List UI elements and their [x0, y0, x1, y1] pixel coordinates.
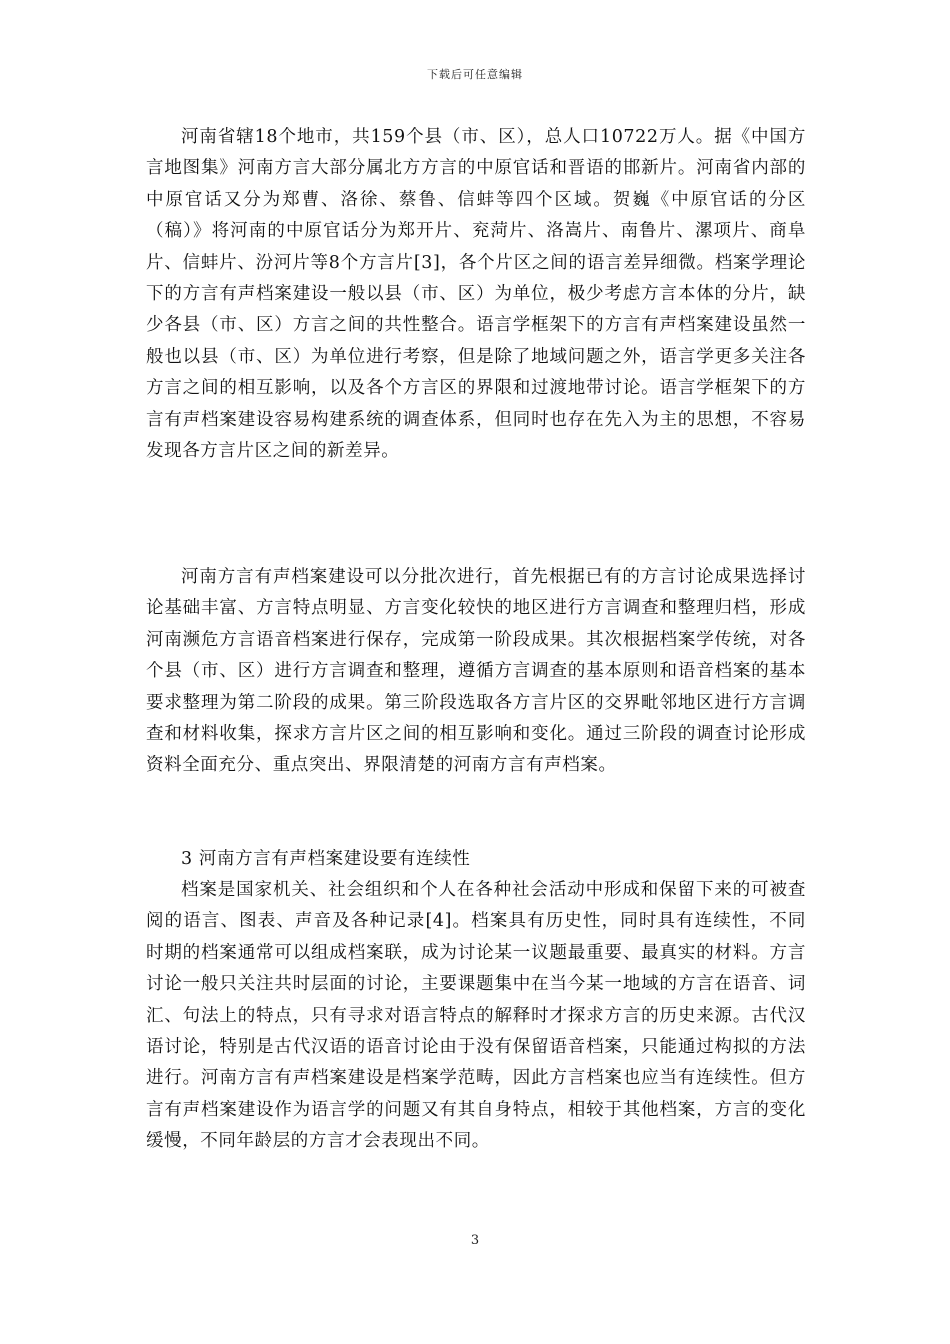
- section-heading: 3 河南方言有声档案建设要有连续性: [181, 849, 471, 869]
- paragraph-archive-continuity: 档案是国家机关、社会组织和个人在各种社会活动中形成和保留下来的可被查阅的语言、图表、声音及各种记录[4]。档案具有历史性，同时具有连续性，不同时期的档案通常可以组成档案联，成为讨论某一议题最重要、最真实的材料。方言讨论一般只关注共时层面的讨论，主要课题集中在当今某一地域的方言在语音、词汇、句法上的特点，只有寻求对语言特点的解释时才探求方言的历史来源。古代汉语讨论，特别是古代汉语的语音讨论由于没有保留语音档案，只能通过构拟的方法进行。河南方言有声档案建设是档案学范畴，因此方言档案也应当有连续性。但方言有声档案建设作为语言学的问题又有其自身特点，相较于其他档案，方言的变化缓慢，不同年龄层的方言才会表现出不同。: [146, 880, 806, 1152]
- page-header: 下载后可任意编辑: [427, 68, 523, 81]
- page-number: 3: [470, 1233, 480, 1248]
- paragraph-archive-phases: 河南方言有声档案建设可以分批次进行，首先根据已有的方言讨论成果选择讨论基础丰富、方言特点明显、方言变化较快的地区进行方言调查和整理归档，形成河南濒危方言语音档案进行保存，完成第一阶段成果。其次根据档案学传统，对各个县（市、区）进行方言调查和整理，遵循方言调查的基本原则和语音档案的基本要求整理为第二阶段的成果。第三阶段选取各方言片区的交界毗邻地区进行方言调查和材料收集，探求方言片区之间的相互影响和变化。通过三阶段的调查讨论形成资料全面充分、重点突出、界限清楚的河南方言有声档案。: [146, 567, 806, 776]
- paragraph-dialect-regions: 河南省辖18个地市，共159个县（市、区），总人口10722万人。据《中国方言地图集》河南方言大部分属北方方言的中原官话和晋语的邯新片。河南省内部的中原官话又分为郑曹、洛徐、蔡鲁、信蚌等四个区域。贺巍《中原官话的分区（稿）》将河南的中原官话分为郑开片、兖菏片、洛嵩片、南鲁片、漯项片、商阜片、信蚌片、汾河片等8个方言片[3]，各个片区之间的语言差异细微。档案学理论下的方言有声档案建设一般以县（市、区）为单位，极少考虑方言本体的分片，缺少各县（市、区）方言之间的共性整合。语言学框架下的方言有声档案建设虽然一般也以县（市、区）为单位进行考察，但是除了地域问题之外，语言学更多关注各方言之间的相互影响，以及各个方言区的界限和过渡地带讨论。语言学框架下的方言有声档案建设容易构建系统的调查体系，但同时也存在先入为主的思想，不容易发现各方言片区之间的新差异。: [146, 127, 806, 462]
